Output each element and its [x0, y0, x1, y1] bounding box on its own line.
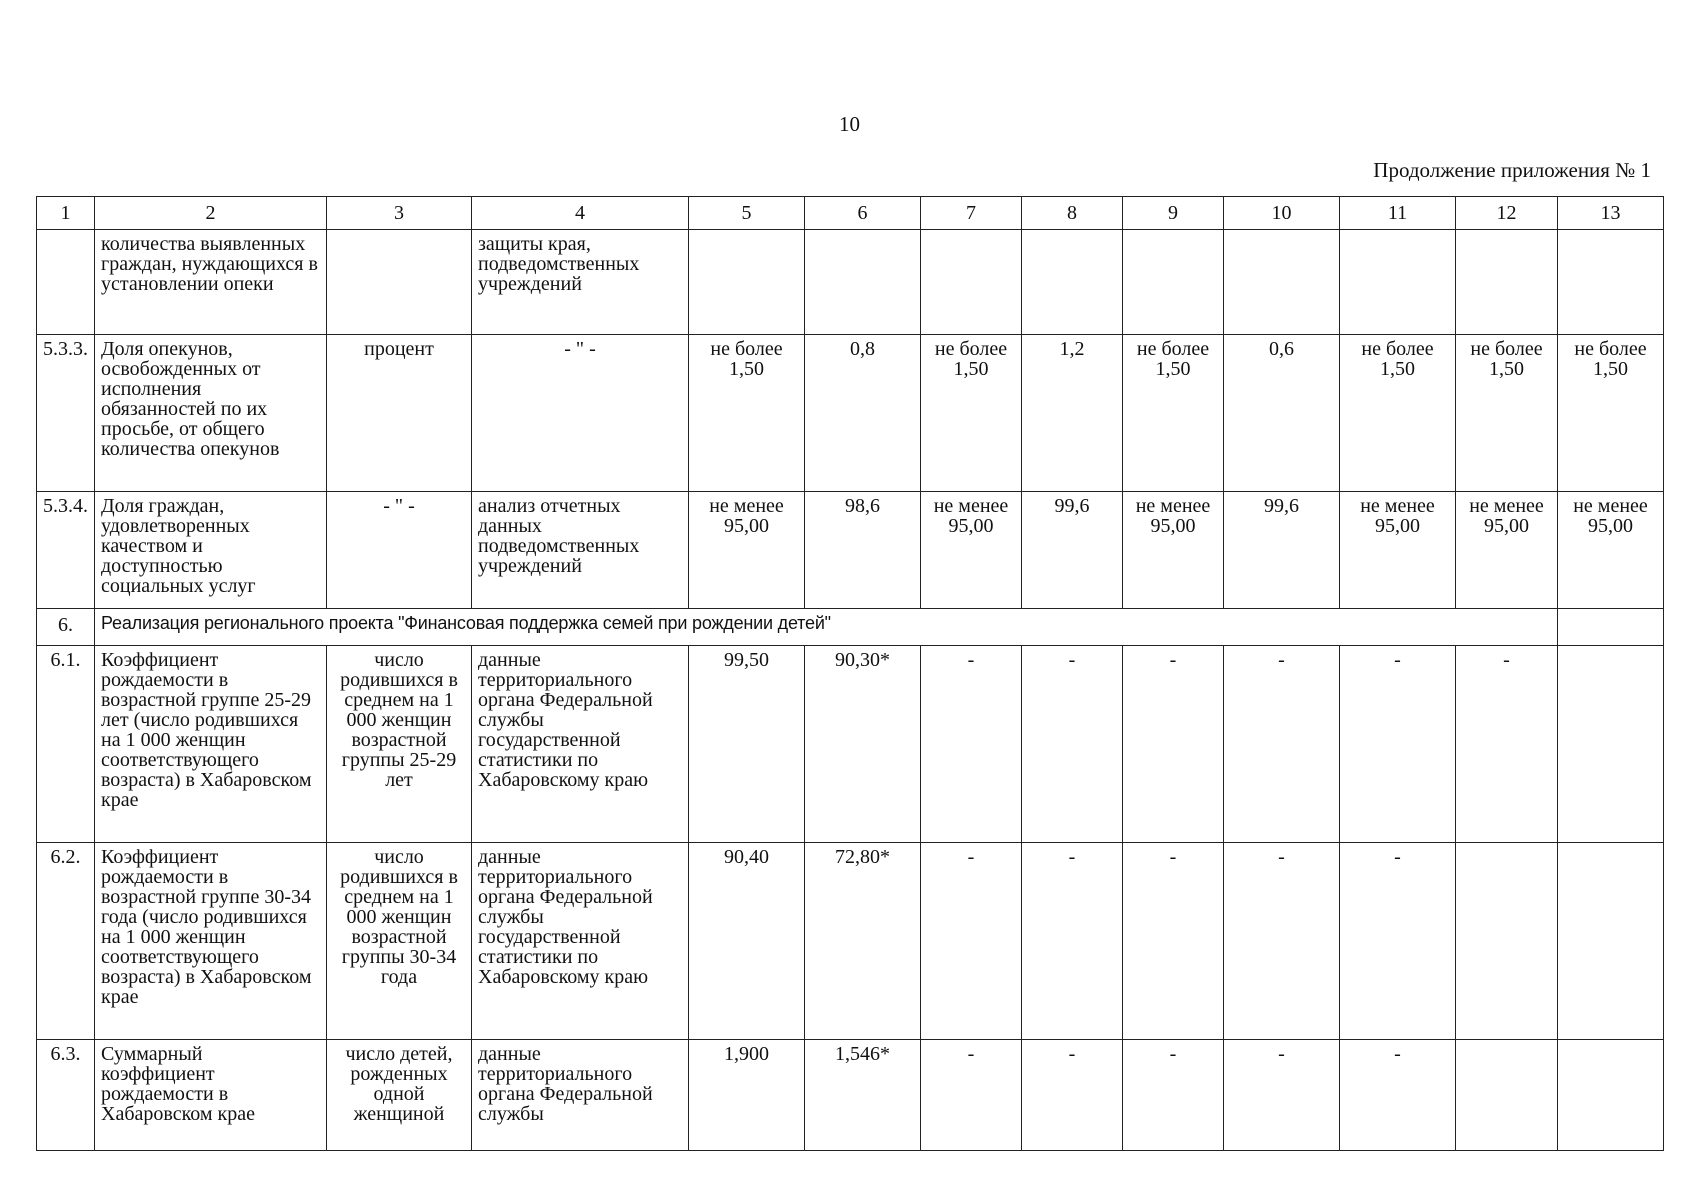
header-cell: 8	[1022, 197, 1123, 230]
indicator-name-cell: Коэффициент рождаемости в возрастной группе 30-34 года (число родившихся на 1 000 женщин соответствующего возраста) в Хабаровском крае	[95, 843, 327, 1040]
header-cell: 10	[1224, 197, 1340, 230]
value-cell: -	[1123, 1040, 1224, 1151]
value-cell: 1,2	[1022, 335, 1123, 492]
table-header	[37, 197, 1664, 230]
value-cell: не более 1,50	[921, 335, 1022, 492]
value-cell: не менее 95,00	[689, 492, 805, 609]
value-cell	[1123, 230, 1224, 335]
value-cell: не менее 95,00	[1558, 492, 1664, 609]
table-row	[37, 230, 1664, 335]
section-title: Реализация регионального проекта "Финансовая поддержка семей при рождении детей"	[95, 609, 1558, 646]
value-cell: 99,50	[689, 646, 805, 843]
header-cell: 9	[1123, 197, 1224, 230]
value-cell: 72,80*	[805, 843, 921, 1040]
value-cell: -	[1456, 646, 1558, 843]
header-cell: 13	[1558, 197, 1664, 230]
value-cell: -	[1224, 646, 1340, 843]
value-cell: 0,8	[805, 335, 921, 492]
value-cell: -	[1022, 843, 1123, 1040]
table-row	[37, 646, 1664, 843]
row-number-cell: 6.2.	[37, 843, 95, 1040]
value-cell: 0,6	[1224, 335, 1340, 492]
value-cell	[805, 230, 921, 335]
source-cell: анализ отчетных данных подведомственных учреждений	[472, 492, 689, 609]
header-cell: 4	[472, 197, 689, 230]
unit-cell: процент	[327, 335, 472, 492]
section-row	[37, 609, 1664, 646]
value-cell: -	[1022, 1040, 1123, 1151]
source-cell: данные территориального органа Федеральной службы государственной статистики по Хабаровскому краю	[472, 843, 689, 1040]
value-cell: 1,900	[689, 1040, 805, 1151]
indicator-name-cell: Суммарный коэффициент рождаемости в Хабаровском крае	[95, 1040, 327, 1151]
row-number-cell: 5.3.3.	[37, 335, 95, 492]
page-number: 10	[839, 112, 860, 136]
value-cell: -	[921, 1040, 1022, 1151]
header-cell: 12	[1456, 197, 1558, 230]
header-cell: 1	[37, 197, 95, 230]
value-cell: -	[1340, 646, 1456, 843]
unit-cell: - " -	[327, 492, 472, 609]
value-cell: -	[1224, 1040, 1340, 1151]
table-row	[37, 1040, 1664, 1151]
value-cell: -	[1224, 843, 1340, 1040]
value-cell	[1558, 1040, 1664, 1151]
unit-cell: число родившихся в среднем на 1 000 женщин возрастной группы 25-29 лет	[327, 646, 472, 843]
value-cell	[921, 230, 1022, 335]
value-cell	[1340, 230, 1456, 335]
value-cell	[1456, 1040, 1558, 1151]
indicators-table	[36, 196, 1664, 1151]
value-cell	[1558, 646, 1664, 843]
value-cell: -	[1123, 843, 1224, 1040]
table-row	[37, 492, 1664, 609]
value-cell	[1558, 609, 1664, 646]
unit-cell: число детей, рожденных одной женщиной	[327, 1040, 472, 1151]
source-cell: защиты края, подведомственных учреждений	[472, 230, 689, 335]
table-row	[37, 335, 1664, 492]
indicator-name-cell: Доля опекунов, освобожденных от исполнения обязанностей по их просьбе, от общего количества опекунов	[95, 335, 327, 492]
value-cell: не более 1,50	[1558, 335, 1664, 492]
value-cell: -	[921, 646, 1022, 843]
header-cell: 5	[689, 197, 805, 230]
value-cell: не более 1,50	[1456, 335, 1558, 492]
row-number-cell: 6.3.	[37, 1040, 95, 1151]
row-number-cell: 6.1.	[37, 646, 95, 843]
value-cell	[1456, 230, 1558, 335]
value-cell: 98,6	[805, 492, 921, 609]
value-cell: не более 1,50	[689, 335, 805, 492]
value-cell: 99,6	[1224, 492, 1340, 609]
indicator-name-cell: Коэффициент рождаемости в возрастной группе 25-29 лет (число родившихся на 1 000 женщин соответствующего возраста) в Хабаровском крае	[95, 646, 327, 843]
value-cell: не менее 95,00	[1456, 492, 1558, 609]
header-cell: 3	[327, 197, 472, 230]
value-cell	[1456, 843, 1558, 1040]
row-number-cell: 5.3.4.	[37, 492, 95, 609]
value-cell	[1224, 230, 1340, 335]
value-cell: не более 1,50	[1340, 335, 1456, 492]
header-cell: 11	[1340, 197, 1456, 230]
indicator-name-cell: количества выявленных граждан, нуждающихся в установлении опеки	[95, 230, 327, 335]
value-cell	[1022, 230, 1123, 335]
section-number-cell: 6.	[37, 609, 95, 646]
value-cell: 90,40	[689, 843, 805, 1040]
value-cell: 1,546*	[805, 1040, 921, 1151]
unit-cell	[327, 230, 472, 335]
value-cell: 99,6	[1022, 492, 1123, 609]
source-cell: данные территориального органа Федеральной службы государственной статистики по Хабаровскому краю	[472, 646, 689, 843]
value-cell: -	[1022, 646, 1123, 843]
source-cell: данные территориального органа Федеральной службы	[472, 1040, 689, 1151]
header-cell: 2	[95, 197, 327, 230]
appendix-continuation-note: Продолжение приложения № 1	[1373, 158, 1651, 182]
unit-cell: число родившихся в среднем на 1 000 женщин возрастной группы 30-34 года	[327, 843, 472, 1040]
source-cell: - " -	[472, 335, 689, 492]
value-cell: -	[1123, 646, 1224, 843]
header-cell: 6	[805, 197, 921, 230]
value-cell: 90,30*	[805, 646, 921, 843]
value-cell: -	[921, 843, 1022, 1040]
value-cell: -	[1340, 843, 1456, 1040]
value-cell: не менее 95,00	[1123, 492, 1224, 609]
value-cell	[1558, 843, 1664, 1040]
value-cell: не более 1,50	[1123, 335, 1224, 492]
value-cell: не менее 95,00	[921, 492, 1022, 609]
table-row	[37, 843, 1664, 1040]
header-cell: 7	[921, 197, 1022, 230]
value-cell: -	[1340, 1040, 1456, 1151]
value-cell	[689, 230, 805, 335]
indicator-name-cell: Доля граждан, удовлетворенных качеством и доступностью социальных услуг	[95, 492, 327, 609]
value-cell: не менее 95,00	[1340, 492, 1456, 609]
row-number-cell	[37, 230, 95, 335]
value-cell	[1558, 230, 1664, 335]
